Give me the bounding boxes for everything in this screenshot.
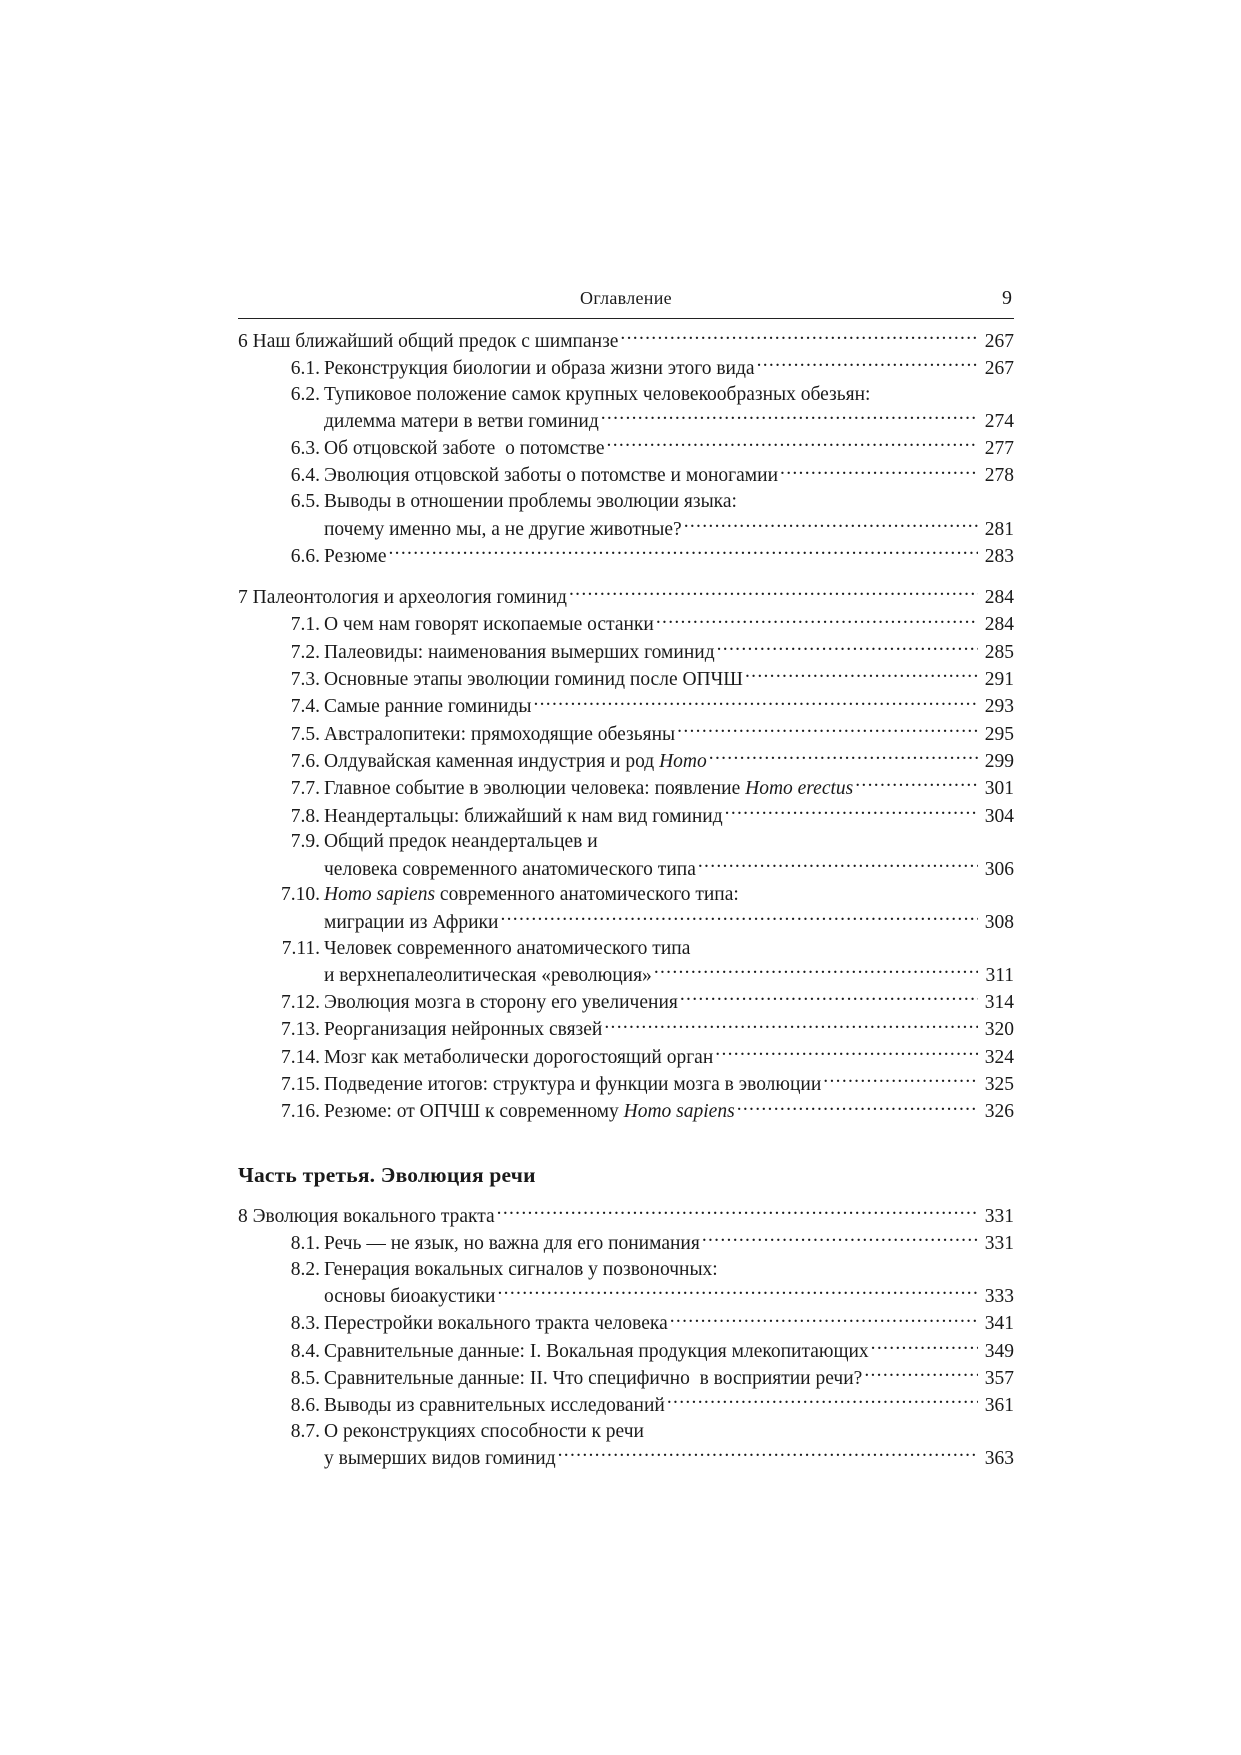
entry-number: 6.6.: [290, 545, 320, 567]
dot-leader: [855, 775, 978, 795]
entry-number: 7.9.: [290, 831, 320, 853]
running-head: [238, 286, 1014, 319]
entry-number: 7.11.: [281, 937, 320, 959]
dot-leader: [677, 720, 978, 740]
entry-number: 8.4.: [290, 1340, 320, 1362]
dot-leader: [702, 1229, 978, 1249]
toc-entry[interactable]: [238, 829, 1014, 855]
page-number: 9: [1002, 287, 1012, 309]
toc-entry-continuation[interactable]: [238, 1283, 1014, 1310]
chapter-title: 8 Эволюция вокального тракта: [238, 1205, 495, 1227]
page-ref: 326: [984, 1101, 1014, 1123]
toc-entry[interactable]: [238, 693, 1014, 720]
entry-number: 7.13.: [281, 1019, 320, 1041]
page-ref: 331: [984, 1205, 1014, 1227]
entry-number: 8.5.: [290, 1367, 320, 1389]
entry-number: 7.2.: [290, 641, 320, 663]
entry-title: Общий предок неандертальцев и: [324, 831, 598, 853]
entry-title: Об отцовской заботе о потомстве: [324, 438, 605, 460]
toc-entry[interactable]: [238, 1364, 1014, 1391]
toc-entry[interactable]: [238, 1310, 1014, 1337]
entry-title: Самые ранние гоминиды: [324, 696, 532, 718]
page-ref: 293: [984, 696, 1014, 718]
entry-title: дилемма матери в ветви гоминид: [324, 410, 599, 432]
page-ref: 301: [984, 778, 1014, 800]
dot-leader: [607, 435, 978, 455]
entry-number: 6.3.: [290, 438, 320, 460]
toc-chapter-title[interactable]: [238, 1202, 1014, 1229]
page-ref: 284: [984, 614, 1014, 636]
entry-title: Мозг как метаболически дорогостоящий орган: [324, 1046, 714, 1068]
entry-title-italic: Homo sapiens: [324, 884, 436, 906]
entry-number: 6.1.: [290, 357, 320, 379]
dot-leader: [389, 542, 979, 562]
page-ref: 357: [984, 1367, 1014, 1389]
entry-title: [324, 1099, 735, 1125]
toc-entry[interactable]: [238, 747, 1014, 774]
toc-entry-continuation[interactable]: [238, 515, 1014, 542]
entry-title: Человек современного анатомического типа: [324, 937, 691, 959]
entry-title: Эволюция отцовской заботы о потомстве и моногамии: [324, 465, 779, 487]
page-ref: 324: [984, 1046, 1014, 1068]
toc-entry-continuation[interactable]: [238, 1445, 1014, 1472]
entry-title-italic: Homo: [659, 750, 707, 772]
entry-number: 7.12.: [281, 992, 320, 1014]
entry-number: 8.2.: [290, 1258, 320, 1280]
entry-title: Выводы в отношении проблемы эволюции языка:: [324, 491, 737, 513]
dot-leader: [780, 462, 978, 482]
entry-title: Сравнительные данные: I. Вокальная продукция млекопитающих: [324, 1340, 869, 1362]
dot-leader: [500, 908, 978, 928]
entry-title: Генерация вокальных сигналов у позвоночных:: [324, 1258, 718, 1280]
page-ref: 304: [984, 805, 1014, 827]
entry-number: 7.14.: [281, 1046, 320, 1068]
dot-leader: [709, 747, 978, 767]
toc-entry[interactable]: [238, 882, 1014, 908]
entry-title: Речь — не язык, но важна для его понимания: [324, 1232, 700, 1254]
dot-leader: [654, 961, 978, 981]
part-heading: Часть третья. Эволюция речи: [238, 1163, 536, 1188]
dot-leader: [558, 1445, 978, 1465]
chapter-title: 7 Палеонтология и археология гоминид: [238, 587, 567, 609]
toc-entry[interactable]: [238, 611, 1014, 638]
entry-title: Палеовиды: наименования вымерших гоминид: [324, 641, 715, 663]
page-ref: 285: [984, 641, 1014, 663]
toc-entry[interactable]: [238, 1098, 1014, 1125]
page-ref: 278: [984, 465, 1014, 487]
running-head-title: Оглавление: [580, 288, 672, 308]
page-ref: 363: [984, 1448, 1014, 1470]
toc-entry[interactable]: [238, 775, 1014, 802]
entry-title-text: современного анатомического типа:: [435, 884, 739, 906]
dot-leader: [725, 802, 978, 822]
page-ref: 306: [984, 858, 1014, 880]
toc-entry[interactable]: [238, 1071, 1014, 1098]
dot-leader: [715, 1043, 978, 1063]
entry-title: Основные этапы эволюции гоминид после ОПЧШ: [324, 669, 743, 691]
toc-entry[interactable]: [238, 666, 1014, 693]
toc-entry[interactable]: [238, 1337, 1014, 1364]
toc-chapter-6: [238, 327, 1014, 570]
entry-title: Выводы из сравнительных исследований: [324, 1395, 665, 1417]
page-ref: 267: [984, 357, 1014, 379]
toc-entry[interactable]: [238, 720, 1014, 747]
toc-entry[interactable]: [238, 435, 1014, 462]
entry-number: 8.3.: [290, 1313, 320, 1335]
entry-title: Австралопитеки: прямоходящие обезьяны: [324, 723, 676, 745]
entry-title: почему именно мы, а не другие животные?: [324, 518, 682, 540]
entry-title-italic: Homo sapiens: [623, 1101, 735, 1123]
page-ref: 314: [984, 992, 1014, 1014]
entry-number: 7.5.: [290, 723, 320, 745]
dot-leader: [737, 1098, 978, 1118]
entry-title: [324, 882, 739, 908]
toc-chapter-title[interactable]: [238, 327, 1014, 354]
page-ref: 308: [984, 911, 1014, 933]
dot-leader: [533, 693, 978, 713]
dot-leader: [684, 515, 978, 535]
toc-entry[interactable]: [238, 802, 1014, 829]
toc-entry[interactable]: [238, 354, 1014, 381]
page-ref: 311: [985, 964, 1014, 986]
page-ref: 333: [984, 1286, 1014, 1307]
entry-title-italic: Homo erectus: [745, 778, 854, 800]
entry-title: Неандертальцы: ближайший к нам вид гоминид: [324, 805, 723, 827]
entry-number: 6.2.: [290, 383, 320, 405]
entry-title: основы биоакустики: [324, 1286, 496, 1307]
toc-entry-continuation[interactable]: [238, 855, 1014, 882]
page-ref: 295: [984, 723, 1014, 745]
dot-leader: [604, 1016, 978, 1036]
entry-number: 7.7.: [290, 778, 320, 800]
dot-leader: [497, 1202, 978, 1222]
entry-title: у вымерших видов гоминид: [324, 1448, 556, 1470]
dot-leader: [871, 1337, 978, 1357]
entry-title: миграции из Африки: [324, 911, 499, 933]
entry-number: 8.6.: [290, 1395, 320, 1417]
toc-entry[interactable]: [238, 638, 1014, 665]
dot-leader: [569, 584, 978, 604]
dot-leader: [745, 666, 978, 686]
dot-leader: [698, 855, 978, 875]
page-ref: 349: [984, 1340, 1014, 1362]
toc-entry[interactable]: [238, 1229, 1014, 1256]
entry-title: О реконструкциях способности к речи: [324, 1420, 644, 1442]
toc-entry-continuation[interactable]: [238, 407, 1014, 434]
entry-title: Перестройки вокального тракта человека: [324, 1313, 668, 1335]
chapter-title: 6 Наш ближайший общий предок с шимпанзе: [238, 330, 619, 352]
dot-leader: [498, 1283, 979, 1303]
entry-number: 7.8.: [290, 805, 320, 827]
dot-leader: [656, 611, 978, 631]
entry-number: 7.3.: [290, 669, 320, 691]
entry-title: Реконструкция биологии и образа жизни этого вида: [324, 357, 755, 379]
page-ref: 325: [984, 1074, 1014, 1096]
toc-page: [238, 286, 1014, 1472]
entry-title: Резюме: [324, 545, 387, 567]
toc-entry-continuation[interactable]: [238, 961, 1014, 988]
entry-title: Сравнительные данные: II. Что специфично в восприятии речи?: [324, 1367, 863, 1389]
entry-number: 7.1.: [290, 614, 320, 636]
dot-leader: [680, 989, 978, 1009]
entry-number: 8.7.: [290, 1420, 320, 1442]
entry-number: 7.4.: [290, 696, 320, 718]
page-ref: 320: [984, 1019, 1014, 1041]
entry-title: [324, 749, 707, 775]
entry-number: 6.4.: [290, 465, 320, 487]
dot-leader: [864, 1364, 978, 1384]
toc-entry[interactable]: [238, 542, 1014, 569]
entry-title: Реорганизация нейронных связей: [324, 1019, 603, 1041]
entry-number: 7.15.: [281, 1074, 320, 1096]
dot-leader: [757, 354, 978, 374]
dot-leader: [670, 1310, 978, 1330]
entry-title: Эволюция мозга в сторону его увеличения: [324, 992, 678, 1014]
dot-leader: [717, 638, 978, 658]
toc-entry-continuation[interactable]: [238, 908, 1014, 935]
toc-chapter-title[interactable]: [238, 584, 1014, 611]
dot-leader: [601, 407, 978, 427]
dot-leader: [620, 327, 978, 347]
page-ref: 299: [984, 750, 1014, 772]
entry-title: [324, 776, 853, 802]
entry-title: Подведение итогов: структура и функции мозга в эволюции: [324, 1074, 822, 1096]
entry-number: 7.16.: [281, 1101, 320, 1123]
toc-entry[interactable]: [238, 989, 1014, 1016]
toc-entry[interactable]: [238, 1419, 1014, 1445]
entry-number: 8.1.: [290, 1232, 320, 1254]
entry-title: О чем нам говорят ископаемые останки: [324, 614, 654, 636]
toc-chapter-7: [238, 584, 1014, 1125]
toc-entry[interactable]: [238, 489, 1014, 515]
entry-title-text: Олдувайская каменная индустрия и род: [324, 750, 660, 772]
dot-leader: [667, 1392, 978, 1412]
toc-entry[interactable]: [238, 1257, 1014, 1283]
page-ref: 274: [984, 410, 1014, 432]
page-ref: 361: [984, 1395, 1014, 1417]
entry-title-text: Резюме: от ОПЧШ к современному: [324, 1101, 624, 1123]
page-ref: 284: [984, 587, 1014, 609]
toc-entry[interactable]: [238, 382, 1014, 408]
toc-entry[interactable]: [238, 1392, 1014, 1419]
toc-entry[interactable]: [238, 936, 1014, 962]
entry-number: 6.5.: [290, 491, 320, 513]
toc-entry[interactable]: [238, 1043, 1014, 1070]
entry-number: 7.6.: [290, 750, 320, 772]
entry-title: и верхнепалеолитическая «революция»: [324, 964, 652, 986]
page-ref: 277: [984, 438, 1014, 460]
page-ref: 331: [984, 1232, 1014, 1254]
toc-entry[interactable]: [238, 1016, 1014, 1043]
entry-title-text: Главное событие в эволюции человека: появление: [324, 778, 746, 800]
entry-number: 7.10.: [281, 884, 320, 906]
dot-leader: [823, 1071, 978, 1091]
page-ref: 283: [984, 545, 1014, 567]
page-ref: 341: [984, 1313, 1014, 1335]
toc-entry[interactable]: [238, 462, 1014, 489]
entry-title: Тупиковое положение самок крупных человекообразных обезьян:: [324, 383, 871, 405]
page-ref: 281: [984, 518, 1014, 540]
toc-chapter-8: [238, 1202, 1014, 1472]
page-ref: 267: [984, 330, 1014, 352]
entry-title: человека современного анатомического типа: [324, 858, 696, 880]
page-ref: 291: [984, 669, 1014, 691]
